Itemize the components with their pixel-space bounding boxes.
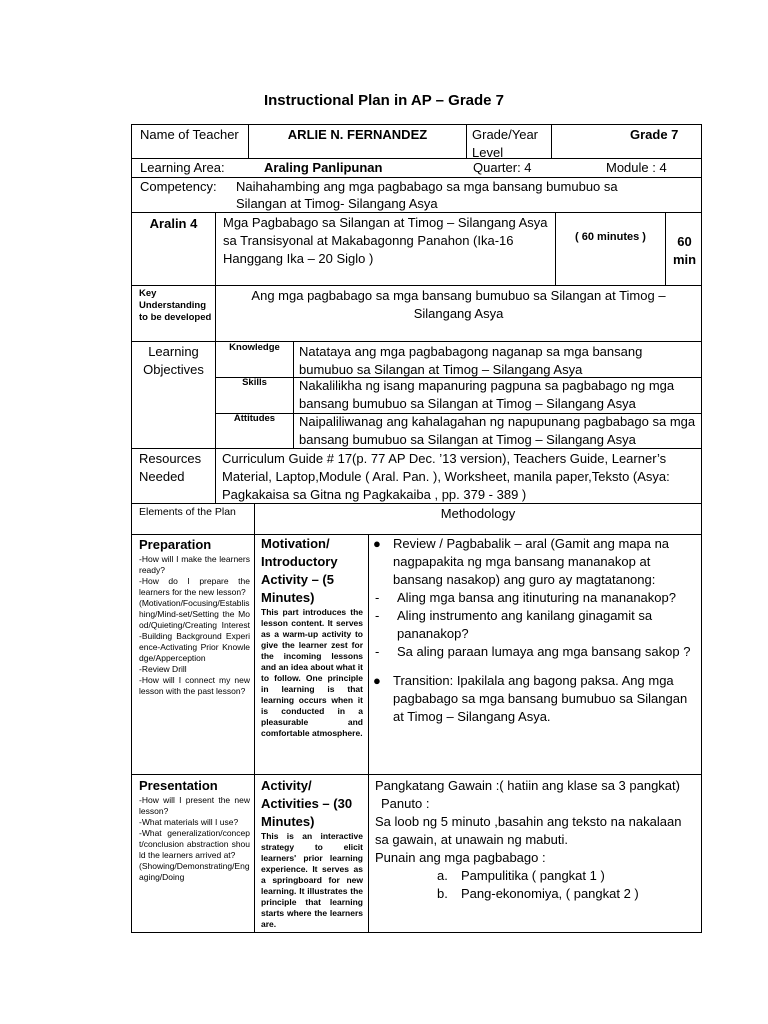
objective-text-attitudes: Naipaliliwanag ang kahalagahan ng napupunang pagbabago sa mga bansang bumubuo sa Silangan at Timog – Silangang Asya (293, 413, 702, 449)
module-value: Module : 4 (606, 160, 667, 175)
transition-list (369, 672, 695, 726)
review-question: - Aling mga bansa ang itinuturing na mananakop? (375, 590, 676, 605)
aralin-duration: ( 60 minutes ) (555, 213, 665, 285)
objective-text-skills: Nakalilikha ng isang mapanuring pagpuna sa pagbabago ng mga bansang bumubuo sa Silangan at Timog – Silangang Asya (293, 377, 702, 413)
objective-skills (216, 377, 702, 414)
preparation-title: Preparation (139, 537, 212, 552)
competency-row (131, 178, 702, 213)
presentation-cell (132, 775, 254, 932)
review-question: - Sa aling paraan lumaya ang mga bansang sakop ? (375, 644, 691, 659)
aralin-label: Aralin 4 (149, 216, 198, 231)
activity-description: This is an interactive strategy to elicit learners' prior learning experience. It serves as a springboard for new learning. It illustrates the principle that learning starts where the learners are. (261, 831, 363, 929)
preparation-line: -How will I connect my new lesson with the past lesson? (139, 675, 250, 696)
grade-value: Grade 7 (551, 125, 701, 158)
preparation-line: -How will I make the learners ready? (139, 554, 250, 575)
activity-title: Activity/ Activities – (30 Minutes) (261, 778, 353, 829)
review-question: - Aling instrumento ang kanilang ginagamit sa pananakop? (375, 608, 653, 641)
elements-label: Elements of the Plan (139, 506, 236, 518)
preparation-row (131, 535, 702, 775)
preparation-line: (Motivation/Focusing/Establishing/Mind-set/Setting the Mood/Quieting/Creating Interest-Building Background Experience-Activating Prior Knowledge/Apperception (139, 598, 250, 663)
instructions-text: Sa loob ng 5 minuto ,basahin ang teksto na nakalaan sa gawain, at unawain ng mabuti. (375, 814, 682, 847)
learning-area-row (131, 159, 702, 178)
methodology-label: Methodology (254, 504, 701, 534)
aralin-time: 60 min (665, 213, 701, 285)
resources-text: Curriculum Guide # 17(p. 77 AP Dec. ’13 version), Teachers Guide, Learner’s Material, Laptop,Module ( Aral. Pan. ), Worksheet, manila paper,Teksto (Asya: Pagkakaisa sa Gitna ng Pagkakaiba , pp. 379 - 389 ) (215, 449, 701, 503)
presentation-line: -What materials will I use? (139, 817, 239, 827)
preparation-cell (132, 535, 254, 774)
critique-item: a. Pampulitika ( pangkat 1 ) (437, 868, 605, 883)
key-understanding-row (131, 286, 702, 342)
motivation-title: Motivation/ Introductory Activity – (5 Minutes) (261, 536, 338, 605)
presentation-line: (Showing/Demonstrating/Engaging/Doing (139, 861, 250, 882)
preparation-line: -How do I prepare the learners for the new lesson? (139, 576, 250, 597)
preparation-line: -Review Drill (139, 664, 187, 674)
objective-text-knowledge: Natataya ang mga pagbabagong naganap sa mga bansang bumubuo sa Silangan at Timog – Silangang Asya (293, 342, 702, 377)
objective-type-knowledge: Knowledge (229, 342, 280, 353)
resources-row (131, 449, 702, 504)
key-understanding-label: Key Understanding to be developed (139, 288, 212, 323)
quarter-value: Quarter: 4 (473, 160, 532, 175)
presentation-line: -How will I present the new lesson? (139, 795, 250, 816)
key-understanding-text: Ang mga pagbabago sa mga bansang bumubuo sa Silangan at Timog – Silangang Asya (215, 286, 701, 341)
transition-item: ● Transition: Ipakilala ang bagong paksa. Ang mga pagbabago sa mga bansang bumubuo sa Silangan at Timog – Silangang Asya. (373, 673, 688, 724)
objective-knowledge (216, 342, 702, 378)
presentation-line: -What generalization/concept/conclusion abstraction should the learners arrived at? (139, 828, 250, 860)
review-item: ● Review / Pagbabalik – aral (Gamit ang mapa na nagpapakita ng mga bansang mananakop at bansang nasakop) ang guro ay magtatanong: (373, 536, 670, 587)
learning-area-label: Learning Area: (140, 160, 225, 175)
learning-objectives-label: Learning Objectives (143, 344, 204, 377)
competency-line-2: Silangan at Timog- Silangang Asya (236, 196, 438, 211)
presentation-title: Presentation (139, 778, 218, 793)
review-list (369, 535, 695, 589)
methodology-header-row (131, 504, 702, 535)
teacher-name: ARLIE N. FERNANDEZ (248, 125, 466, 158)
activity-methods-cell (368, 775, 701, 932)
instructions-label: Panuto : (381, 796, 430, 811)
teacher-row (131, 124, 702, 159)
document-title: Instructional Plan in AP – Grade 7 (263, 92, 505, 109)
grade-label: Grade/Year Level (466, 125, 550, 158)
preparation-methods-cell (368, 535, 701, 774)
presentation-row (131, 775, 702, 933)
objective-attitudes (216, 413, 702, 449)
aralin-topic: Mga Pagbabago sa Silangan at Timog – Silangang Asya sa Transisyonal at Makabagonng Panahon (Ika-16 Hanggang Ika – 20 Siglo ) (215, 213, 555, 285)
activity-cell (254, 775, 368, 932)
teacher-label: Name of Teacher (140, 127, 239, 142)
resources-label: Resources Needed (139, 451, 202, 484)
competency-line-1: Naihahambing ang mga pagbabago sa mga bansang bumubuo sa (236, 179, 618, 194)
group-activity: Pangkatang Gawain :( hatiin ang klase sa 3 pangkat) (375, 778, 680, 793)
critique-prompt: Punain ang mga pagbabago : (375, 850, 546, 865)
critique-item: b. Pang-ekonomiya, ( pangkat 2 ) (437, 886, 639, 901)
learning-area-value: Araling Panlipunan (264, 160, 383, 175)
objectives-table (215, 342, 701, 448)
aralin-row (131, 213, 702, 286)
motivation-cell (254, 535, 368, 774)
competency-label: Competency: (140, 179, 217, 194)
objective-type-skills: Skills (242, 377, 267, 388)
objective-type-attitudes: Attitudes (233, 413, 276, 424)
motivation-description: This part introduces the lesson content. It serves as a warm-up activity to give the learner zest for the incoming lessons and an idea about what it to follow. One principle in learning is that learning occurs when it is conducted in a pleasurable and comfortable atmosphere. (261, 607, 363, 738)
learning-objectives-row (131, 342, 702, 449)
